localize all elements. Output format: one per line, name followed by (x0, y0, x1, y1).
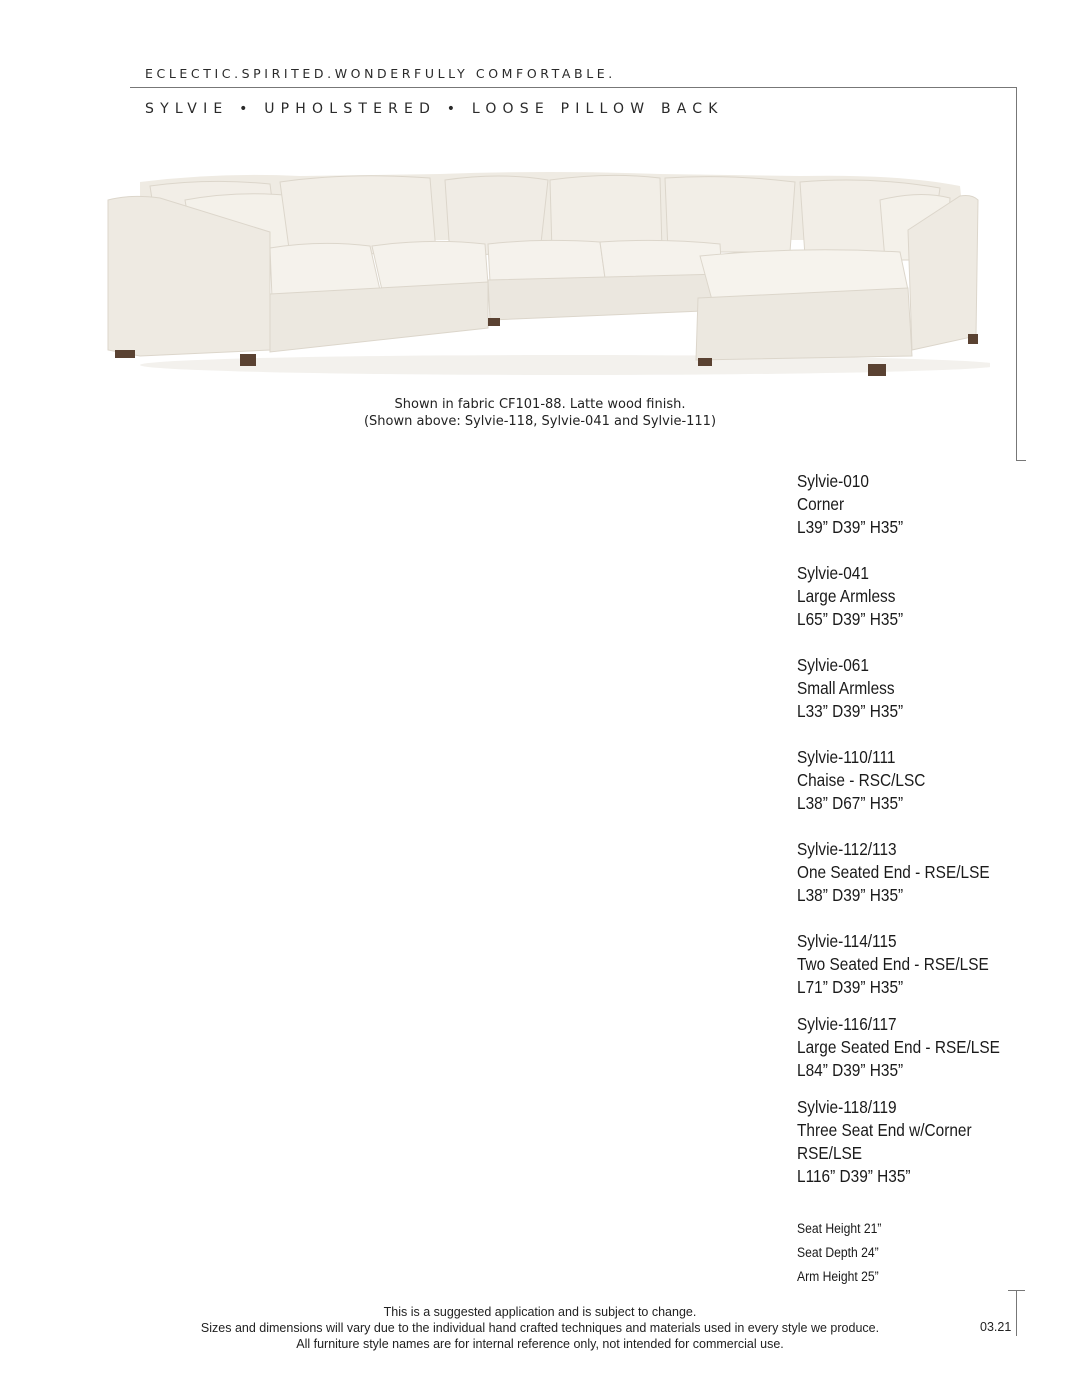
spec-description: Small Armless (797, 678, 895, 698)
footer-line: Sizes and dimensions will vary due to the individual hand crafted techniques and materials used in every style we produce. (200, 1321, 880, 1335)
spec-description: Chaise - RSC/LSC (797, 770, 926, 790)
spec-dimensions: L33” D39” H35” (797, 701, 904, 721)
caption-line: (Shown above: Sylvie-118, Sylvie-041 and Sylvie-111) (363, 414, 717, 429)
footer-rule-tick (1008, 1290, 1025, 1291)
tagline: ECLECTIC.SPIRITED.WONDERFULLY COMFORTABLE. (145, 66, 616, 81)
spec-code: Sylvie-114/115 (797, 931, 897, 951)
wood-leg (115, 350, 135, 358)
spec-item (797, 654, 1026, 723)
footer-line: All furniture style names are for internal reference only, not intended for commercial use. (296, 1337, 784, 1351)
spec-description: Large Armless (797, 586, 896, 606)
spec-description: Two Seated End - RSE/LSE (797, 954, 989, 974)
spec-dimensions: L38” D39” H35” (797, 885, 904, 905)
seat-cushion (488, 240, 605, 282)
spec-dimensions: L84” D39” H35” (797, 1060, 904, 1080)
photo-caption (300, 396, 780, 430)
spec-dimensions: L116” D39” H35” (797, 1166, 911, 1186)
spec-code: Sylvie-110/111 (797, 747, 896, 767)
spec-dimensions: L39” D39” H35” (797, 517, 904, 537)
spec-dimensions: L71” D39” H35” (797, 977, 904, 997)
spec-code: Sylvie-118/119 (797, 1097, 897, 1117)
spec-item (797, 470, 1026, 539)
seat-height: Seat Height 21” (797, 1221, 882, 1236)
spec-item (797, 1096, 1026, 1188)
spec-item (797, 562, 1026, 631)
spec-item (797, 838, 1026, 907)
footer-disclaimer (140, 1304, 940, 1352)
product-subtitle: SYLVIE • UPHOLSTERED • LOOSE PILLOW BACK (145, 101, 724, 117)
sofa-base (488, 274, 726, 320)
spec-code: Sylvie-112/113 (797, 839, 897, 859)
right-rule (1016, 87, 1017, 461)
spec-description: One Seated End - RSE/LSE (797, 862, 990, 882)
measurements (797, 1217, 997, 1289)
back-pillow (665, 177, 795, 252)
spec-item (797, 1013, 1026, 1082)
spec-description: Large Seated End - RSE/LSE (797, 1037, 1000, 1057)
spec-code: Sylvie-010 (797, 471, 869, 491)
caption-line: Shown in fabric CF101-88. Latte wood finish. (394, 397, 686, 412)
spec-dimensions: L65” D39” H35” (797, 609, 904, 629)
floor-shadow (140, 355, 990, 375)
spec-item (797, 930, 1026, 999)
footer-rule (1016, 1290, 1017, 1336)
wood-leg (868, 364, 886, 376)
wood-leg (698, 358, 712, 366)
spec-code: Sylvie-041 (797, 563, 869, 583)
spec-code: Sylvie-061 (797, 655, 869, 675)
spec-description: RSE/LSE (797, 1143, 863, 1163)
chaise-base (696, 288, 912, 360)
top-rule (130, 87, 1017, 88)
seat-depth: Seat Depth 24” (797, 1245, 879, 1260)
spec-code: Sylvie-116/117 (797, 1014, 897, 1034)
spec-description: Corner (797, 494, 845, 514)
wood-leg (968, 334, 978, 344)
wood-leg (240, 354, 256, 366)
spec-dimensions: L38” D67” H35” (797, 793, 904, 813)
sofa-base (270, 282, 488, 352)
sofa-photo (100, 160, 990, 380)
date-code: 03.21 (980, 1320, 1012, 1334)
rule-corner (1016, 460, 1026, 461)
footer-line: This is a suggested application and is subject to change. (383, 1305, 697, 1319)
arm-height: Arm Height 25” (797, 1269, 879, 1284)
spec-item (797, 746, 1026, 815)
spec-description: Three Seat End w/Corner (797, 1120, 972, 1140)
wood-leg (488, 318, 500, 326)
